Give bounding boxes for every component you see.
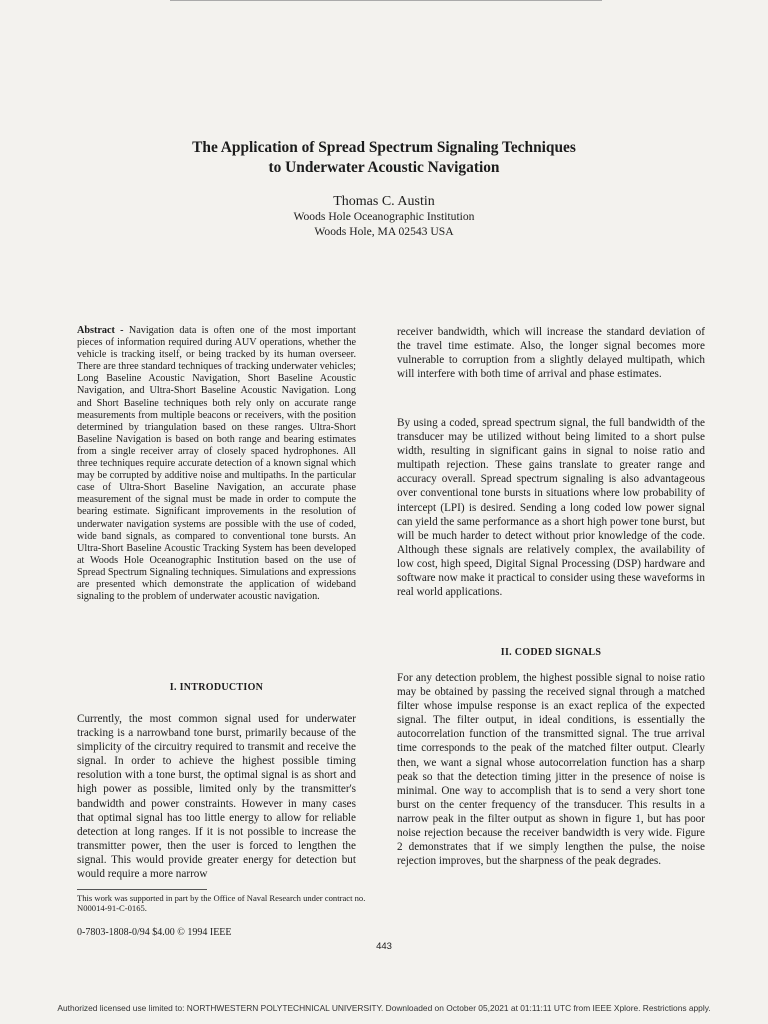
section-1-heading: I. INTRODUCTION	[169, 682, 264, 693]
paper-title	[90, 138, 678, 178]
isbn-copyright: 0-7803-1808-0/94 $4.00 © 1994 IEEE	[77, 927, 232, 938]
page-number: 443	[376, 941, 392, 952]
section-2-text: For any detection problem, the highest possible signal to noise ratio may be obtained by passing the received signal through a matched filter whose impulse response is an exact replica of the expected signal. The filter output, in ideal conditions, is essentially the autocorrelation function of the transmitted signal. The true arrival time corresponds to the peak of the matched filter output. Clearly then, we want a signal whose autocorrelation function has a sharp peak so that the detection timing jitter in the presence of noise is minimal. One way to accomplish that is to send a very short tone burst on the center frequency of the transducer. This results in a narrow peak in the filter output as shown in figure 1, but has poor noise rejection because the receiver bandwidth is very wide. Figure 2 demonstrates that if we simply lengthen the pulse, the noise rejection improves, but the sharpness of the peak degrades.	[397, 672, 705, 868]
license-footer: Authorized licensed use limited to: NORTHWESTERN POLYTECHNICAL UNIVERSITY. Downloaded on October 05,2021 at 01:11:11 UTC from IEEE Xplore. Restrictions apply.	[57, 1003, 711, 1013]
abstract	[77, 325, 356, 603]
footnote: This work was supported in part by the Office of Naval Research under contract no. N00014-91-C-0165.	[77, 893, 366, 914]
footnote-rule	[77, 889, 207, 890]
author-name: Thomas C. Austin	[333, 194, 435, 209]
section-1-text: Currently, the most common signal used for underwater tracking is a narrowband tone burst, primarily because of the simplicity of the circuitry required to transmit and receive the signal. In order to achieve the highest possible timing resolution with a tone burst, the optimal signal is as short and high power as possible, limited only by the transmitter's bandwidth and power constraints. However in many cases that optimal signal has too little energy to allow for reliable detection at long ranges. If it is not possible to increase the transmitter power, then the user is forced to lengthen the signal. This would provide greater energy for detection but would require a more narrow	[77, 713, 356, 881]
section-2-heading: II. CODED SIGNALS	[500, 647, 602, 658]
right-paragraph-1: receiver bandwidth, which will increase the standard deviation of the travel time estimate. Also, the longer signal becomes more vulnerable to corruption from a slightly delayed multipath, which will interfere with both time of arrival and phase estimates.	[397, 326, 705, 381]
title-line-2: to Underwater Acoustic Navigation	[268, 159, 500, 176]
author-block	[130, 193, 638, 239]
top-rule	[170, 0, 602, 1]
title-line-1: The Application of Spread Spectrum Signaling Techniques	[192, 139, 576, 156]
abstract-label: Abstract -	[77, 325, 124, 336]
address: Woods Hole, MA 02543 USA	[314, 224, 454, 238]
abstract-text: Navigation data is often one of the most important pieces of information required during AUV operations, whether the vehicle is tracking itself, or being tracked by its human overseer. There are three standard techniques of tracking underwater vehicles; Long Baseline Acoustic Navigation, Short Baseline Acoustic Navigation, and Ultra-Short Baseline Acoustic Navigation. Long and Short Baseline techniques both rely only on accurate range measurements from multiple beacons or receivers, with the position determined by triangulation based on these ranges. Ultra-Short Baseline Navigation is based on both range and bearing estimates from a single receiver array of closely spaced hydrophones. All three techniques require accurate detection of a known signal which may be corrupted by additive noise and multipaths. In the particular case of Ultra-Short Baseline Navigation, an accurate phase measurement of the signal must be made in order to compute the bearing estimate. Significant improvements in the resolution of underwater navigation systems are possible with the use of coded, wide band signals, as compared to conventional tone bursts. An Ultra-Short Baseline Acoustic Tracking System has been developed at Woods Hole Oceanographic Institution based on the use of Spread Spectrum Signaling techniques. Simulations and expressions are presented which demonstrate the application of wideband signaling to the problem of underwater acoustic navigation.	[77, 325, 356, 603]
affiliation: Woods Hole Oceanographic Institution	[293, 210, 475, 223]
right-paragraph-2: By using a coded, spread spectrum signal, the full bandwidth of the transducer may be utilized without being limited to a short pulse width, resulting in significant gains in signal to noise ratio and multipath rejection. These gains translate to greater range and accuracy overall. Spread spectrum signaling is also advantageous over conventional tone bursts in situations where low probability of intercept (LPI) is desired. Sending a long coded low power signal can yield the same performance as a short high power tone burst, but will be much harder to detect without prior knowledge of the code. Although these signals are relatively complex, the availability of low cost, high speed, Digital Signal Processing (DSP) hardware and software now make it practical to consider using these waveforms in real world applications.	[397, 417, 705, 599]
